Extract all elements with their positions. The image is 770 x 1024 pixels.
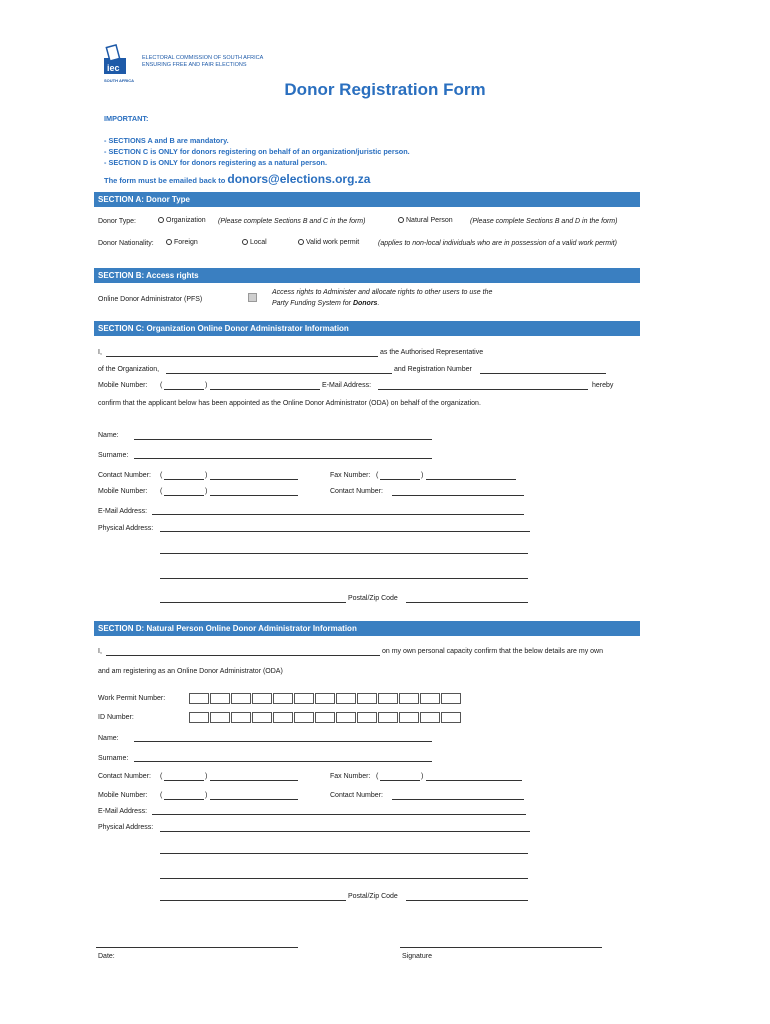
section-c-header: SECTION C: Organization Online Donor Administrator Information [94,321,640,336]
d-permit-label: Work Permit Number: [98,695,166,702]
grid-cell[interactable] [231,693,251,704]
d-mobile-code-line[interactable] [164,799,204,800]
c-physical-line-2[interactable] [160,553,528,554]
d-fax-code-line[interactable] [380,780,420,781]
grid-cell[interactable] [210,693,230,704]
important-heading: IMPORTANT: [104,114,149,123]
email-instruction [104,172,370,186]
c-fax-code-line[interactable] [380,479,420,480]
c-contact-paren-close: ) [205,472,208,479]
signature-line[interactable] [400,947,602,948]
c-mobile-line[interactable] [210,389,320,390]
access-desc-2-text: Party Funding System for [272,300,351,307]
radio-foreign-label: Foreign [174,239,198,246]
radio-local-label: Local [250,239,267,246]
radio-icon [398,217,404,223]
radio-foreign[interactable] [166,239,198,246]
d-fax-paren-close: ) [421,773,424,780]
c-reg-line[interactable] [480,373,606,374]
org-name: ELECTORAL COMMISSION OF SOUTH AFRICA [142,55,264,61]
c-fax-paren: ( [376,472,379,479]
c-email-label: E-Mail Address: [322,382,372,389]
c-reg-label: and Registration Number [394,366,472,373]
d-i-label: I, [98,648,102,655]
c-name-line[interactable] [134,439,432,440]
d-contact-paren: ( [160,773,163,780]
grid-cell[interactable] [273,712,293,723]
c-contact-code-line[interactable] [164,479,204,480]
grid-cell[interactable] [441,712,461,723]
radio-icon [298,239,304,245]
radio-natural-label: Natural Person [406,217,453,224]
d-physical-label: Physical Address: [98,824,154,831]
d-fax-line[interactable] [426,780,522,781]
c-surname-line[interactable] [134,458,432,459]
important-line-3: - SECTION D is ONLY for donors registering as a natural person. [104,158,328,167]
c-mobile-code-close: ) [205,382,208,389]
d-contact-paren-close: ) [205,773,208,780]
d-email-line[interactable] [152,814,526,815]
c-mobile2-label: Mobile Number: [98,488,148,495]
grid-cell[interactable] [252,693,272,704]
c-contact2-label: Contact Number: [330,488,383,495]
grid-cell[interactable] [399,693,419,704]
important-line-1: - SECTIONS A and B are mandatory. [104,136,229,145]
logo-caption: SOUTH AFRICA [104,78,135,83]
c-org-label: of the Organization, [98,366,160,373]
grid-cell[interactable] [441,693,461,704]
access-desc-2-bold: Donors [352,300,378,307]
d-surname-line[interactable] [134,761,432,762]
date-line[interactable] [96,947,298,948]
donor-type-label: Donor Type: [98,218,137,225]
d-physical-line-1[interactable] [160,831,530,832]
grid-cell[interactable] [357,712,377,723]
c-confirm-text: confirm that the applicant below has been appointed as the Online Donor Administrator (ODA) on behalf of the organization. [98,400,481,407]
d-id-grid[interactable] [189,712,462,723]
grid-cell[interactable] [273,693,293,704]
grid-cell[interactable] [378,712,398,723]
grid-cell[interactable] [378,693,398,704]
c-mobile-label: Mobile Number: [98,382,148,389]
d-contact2-line[interactable] [392,799,524,800]
c-hereby: hereby [592,382,614,389]
section-a-header: SECTION A: Donor Type [94,192,640,207]
grid-cell[interactable] [252,712,272,723]
c-fax-paren-close: ) [421,472,424,479]
grid-cell[interactable] [336,693,356,704]
d-email-label: E-Mail Address: [98,808,148,815]
c-email2-line[interactable] [152,514,524,515]
grid-cell[interactable] [420,693,440,704]
c-email2-label: E-Mail Address: [98,508,148,515]
c-physical-label: Physical Address: [98,525,154,532]
c-postal-line[interactable] [406,602,528,603]
d-mobile-line[interactable] [210,799,298,800]
d-fax-paren: ( [376,773,379,780]
radio-local[interactable] [242,239,267,246]
org-note: (Please complete Sections B and C in the form) [218,218,366,225]
page-title: Donor Registration Form [284,80,486,99]
grid-cell[interactable] [336,712,356,723]
c-fax-line[interactable] [426,479,516,480]
c-postal-label: Postal/Zip Code [348,595,398,602]
c-mobile2-paren: ( [160,488,163,495]
d-contact-code-line[interactable] [164,780,204,781]
logo-text: iec [107,63,120,73]
c-mobile2-line[interactable] [210,495,298,496]
radio-icon [166,239,172,245]
oda-label: Online Donor Administrator (PFS) [98,296,203,303]
ballot-box-icon [100,44,138,82]
c-contact2-line[interactable] [392,495,524,496]
d-mobile-paren-close: ) [205,792,208,799]
d-name-label: Name: [98,735,119,742]
d-mobile-paren: ( [160,792,163,799]
access-desc-2-end: . [377,300,380,307]
natural-note: (Please complete Sections B and D in the form) [470,218,618,225]
c-physical-line-1[interactable] [160,531,530,532]
radio-icon [242,239,248,245]
email-link[interactable]: donors@elections.org.za [227,172,371,186]
radio-organization[interactable] [158,217,206,224]
grid-cell[interactable] [189,712,209,723]
radio-permit-label: Valid work permit [306,239,360,246]
grid-cell[interactable] [294,693,314,704]
d-physical-line-2[interactable] [160,853,528,854]
iec-logo [100,44,138,82]
d-contact-line[interactable] [210,780,298,781]
grid-cell[interactable] [420,712,440,723]
radio-organization-label: Organization [166,217,206,224]
c-i-label: I, [98,349,102,356]
d-contact-label: Contact Number: [98,773,151,780]
d-name-line-top[interactable] [106,655,380,656]
c-authorised-text: as the Authorised Representative [380,349,484,356]
email-prefix: The form must be emailed back to [104,176,226,185]
grid-cell[interactable] [315,712,335,723]
nationality-label: Donor Nationality: [98,240,154,247]
d-contact2-label: Contact Number: [330,792,383,799]
section-d-header: SECTION D: Natural Person Online Donor Administrator Information [94,621,640,636]
important-line-2: - SECTION C is ONLY for donors registering on behalf of an organization/juristic person. [104,147,410,156]
d-capacity-text: on my own personal capacity confirm that the below details are my own [382,648,603,655]
grid-cell[interactable] [294,712,314,723]
c-contact-paren: ( [160,472,163,479]
grid-cell[interactable] [210,712,230,723]
d-name-line[interactable] [134,741,432,742]
grid-cell[interactable] [189,693,209,704]
d-id-label: ID Number: [98,714,134,721]
c-surname-label: Surname: [98,452,129,459]
radio-work-permit[interactable] [298,239,359,246]
radio-natural-person[interactable] [398,217,453,224]
date-label: Date: [98,953,115,960]
oda-checkbox[interactable] [248,293,257,302]
c-name-label: Name: [98,432,119,439]
c-fax-label: Fax Number: [330,472,371,479]
d-postal-line[interactable] [406,900,528,901]
c-mobile2-paren-close: ) [205,488,208,495]
section-b-header: SECTION B: Access rights [94,268,640,283]
d-registering-text: and am registering as an Online Donor Administrator (ODA) [98,668,283,675]
d-permit-grid[interactable] [189,693,462,704]
org-tagline: ENSURING FREE AND FAIR ELECTIONS [142,62,247,68]
d-fax-label: Fax Number: [330,773,371,780]
c-physical-line-4[interactable] [160,602,346,603]
access-desc-1: Access rights to Administer and allocate rights to other users to use the [272,289,493,296]
c-contact-line[interactable] [210,479,298,480]
d-postal-label: Postal/Zip Code [348,893,398,900]
signature-label: Signature [402,953,432,960]
c-mobile-code: ( [160,382,163,389]
permit-note: (applies to non-local individuals who are in possession of a valid work permit) [378,240,617,247]
c-contact-label: Contact Number: [98,472,151,479]
c-org-line[interactable] [166,373,392,374]
grid-cell[interactable] [399,712,419,723]
access-desc-2 [272,300,379,307]
grid-cell[interactable] [231,712,251,723]
c-rep-name-line[interactable] [106,356,378,357]
c-email-line[interactable] [378,389,588,390]
grid-cell[interactable] [315,693,335,704]
grid-cell[interactable] [357,693,377,704]
d-physical-line-4[interactable] [160,900,346,901]
c-mobile2-code-line[interactable] [164,495,204,496]
d-physical-line-3[interactable] [160,878,528,879]
radio-icon [158,217,164,223]
c-physical-line-3[interactable] [160,578,528,579]
d-surname-label: Surname: [98,755,129,762]
d-mobile-label: Mobile Number: [98,792,148,799]
c-mobile-code-line[interactable] [164,389,204,390]
